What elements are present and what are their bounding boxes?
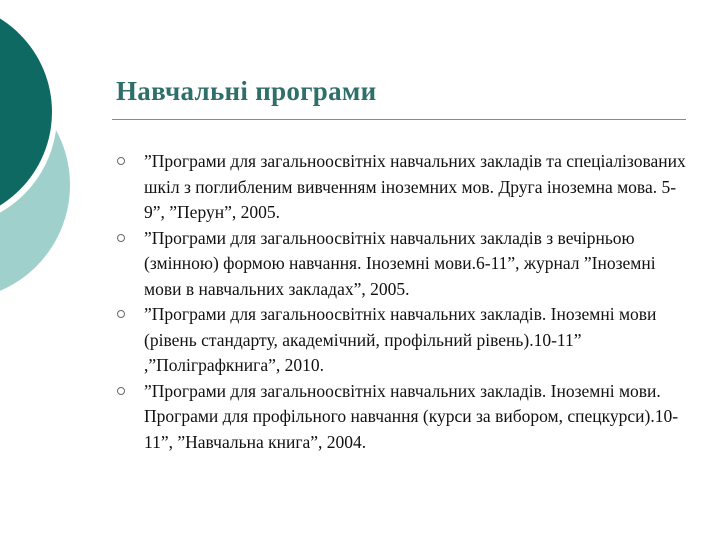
slide-title: Навчальні програми [116, 76, 377, 106]
hollow-circle-icon [117, 310, 125, 318]
list-item-text: ”Програми для загальноосвітніх навчальних закладів та спеціалізованих шкіл з поглибленим вивченням іноземних мов. Друга іноземна мова. 5-9”, ”Перун”, 2005. [144, 151, 686, 222]
list-item [116, 149, 686, 226]
list-item [116, 226, 686, 303]
decorative-circles [0, 0, 120, 300]
list-item [116, 302, 686, 379]
hollow-circle-icon [117, 387, 125, 395]
hollow-circle-icon [117, 157, 125, 165]
hollow-circle-icon [117, 234, 125, 242]
list-item [116, 379, 686, 456]
list-item-text: ”Програми для загальноосвітніх навчальних закладів. Іноземні мови (рівень стандарту, академічний, профільний рівень).10-11” ,”Поліграфкнига”, 2010. [144, 304, 657, 375]
title-divider [112, 119, 686, 120]
list-item-text: ”Програми для загальноосвітніх навчальних закладів з вечірньою (змінною) формою навчання. Іноземні мови.6-11”, журнал ”Іноземні мови в навчальних закладах”, 2005. [144, 227, 656, 299]
list-item-text: ”Програми для загальноосвітніх навчальних закладів. Іноземні мови. Програми для профільного навчання (курси за вибором, спецкурси).10-11”, ”Навчальна книга”, 2004. [144, 380, 679, 452]
bullet-list [116, 149, 686, 455]
